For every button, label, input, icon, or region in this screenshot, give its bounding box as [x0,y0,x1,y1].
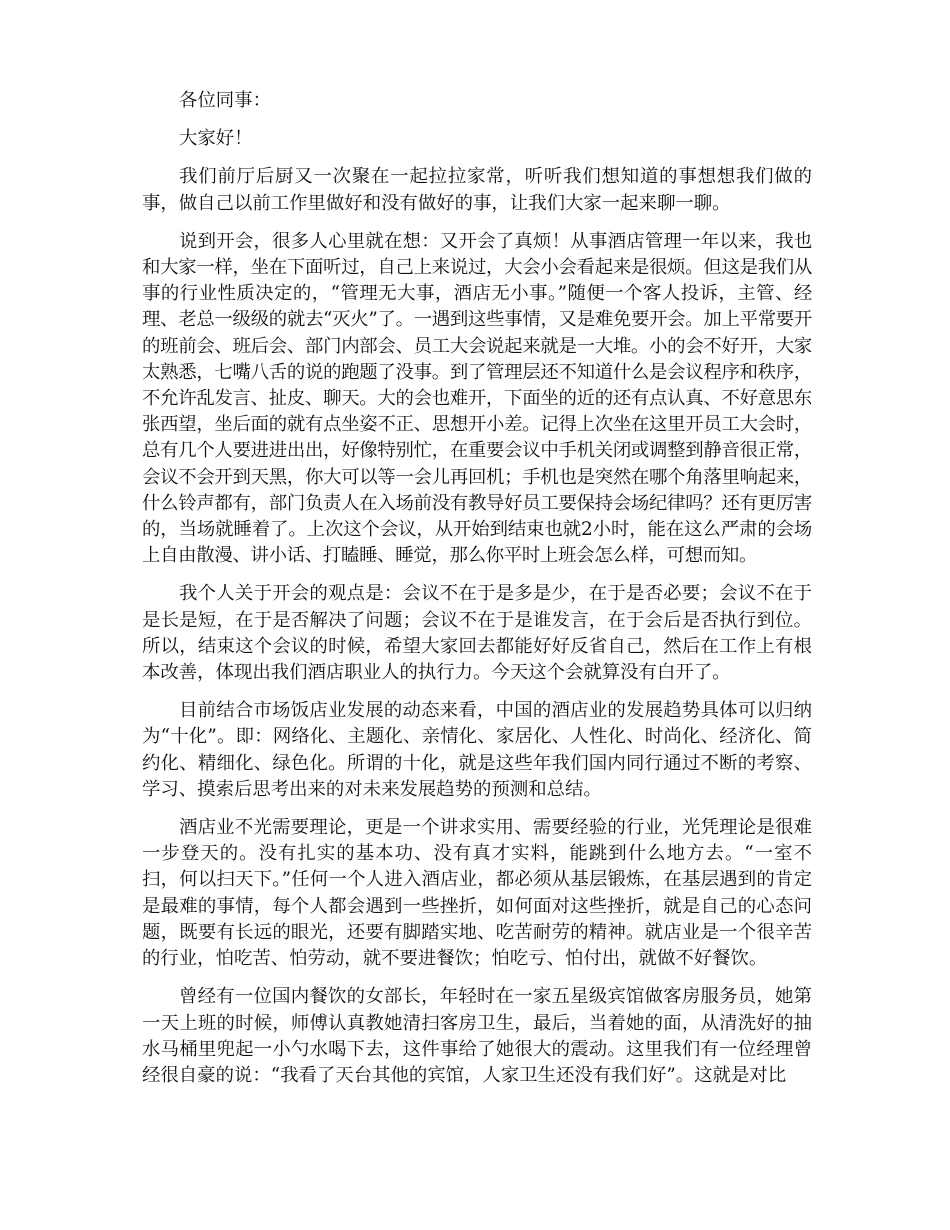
paragraph-meetings: 说到开会，很多人心里就在想：又开会了真烦！从事酒店管理一年以来，我也和大家一样，坐在下面听过，自己上来说过，大会小会看起来是很烦。但这是我们从事的行业性质决定的，“管理无大事，酒店无小事。”随便一个客人投诉，主管、经理、老总一级级的就去“灭火”了。一遇到这些事情，又是难免要开会。加上平常要开的班前会、班后会、部门内部会、员工大会说起来就是一大堆。小的会不好开，大家太熟悉，七嘴八舌的说的跑题了没事。到了管理层还不知道什么是会议程序和秩序，不允许乱发言、扯皮、聊天。大的会也难开，下面坐的近的还有点认真、不好意思东张西望，坐后面的就有点坐姿不正、思想开小差。记得上次坐在这里开员工大会时，总有几个人要进进出出，好像特别忙，在重要会议中手机关闭或调整到静音很正常，会议不会开到天黑，你大可以等一会儿再回机；手机也是突然在哪个角落里响起来，什么铃声都有，部门负责人在入场前没有教导好员工要保持会场纪律吗？还有更厉害的，当场就睡着了。上次这个会议，从开始到结束也就2小时，能在这么严肃的会场上自由散漫、讲小话、打瞌睡、睡觉，那么你平时上班会怎么样，可想而知。 [142,230,812,567]
document-body [142,88,812,1101]
greeting: 大家好！ [179,128,253,150]
paragraph-industry-trends: 目前结合市场饭店业发展的动态来看，中国的酒店业的发展趋势具体可以归纳为“十化”。即：网络化、主题化、亲情化、家居化、人性化、时尚化、经济化、简约化、精细化、绿色化。所谓的十化，就是这些年我们国内同行通过不断的考察、学习、摸索后思考出来的对未来发展趋势的预测和总结。 [142,700,812,800]
paragraph-meeting-views: 我个人关于开会的观点是：会议不在于是多是少，在于是否必要；会议不在于是长是短，在于是否解决了问题；会议不在于是谁发言，在于会后是否执行到位。所以，结束这个会议的时候，希望大家回去都能好好反省自己，然后在工作上有根本改善，体现出我们酒店职业人的执行力。今天这个会就算没有白开了。 [142,583,812,684]
paragraph-intro: 我们前厅后厨又一次聚在一起拉拉家常，听听我们想知道的事想想我们做的事，做自己以前工作里做好和没有做好的事，让我们大家一起来聊一聊。 [142,166,812,214]
salutation: 各位同事： [179,90,271,111]
paragraph-practice: 酒店业不光需要理论，更是一个讲求实用、需要经验的行业，光凭理论是很难一步登天的。没有扎实的基本功、没有真才实料，能跳到什么地方去。“一室不扫，何以扫天下。”任何一个人进入酒店业，都必须从基层锻炼，在基层遇到的肯定是最难的事情，每个人都会遇到一些挫折，如何面对这些挫折，就是自己的心态问题，既要有长远的眼光，还要有脚踏实地、吃苦耐劳的精神。就店业是一个很辛苦的行业，怕吃苦、怕劳动，就不要进餐饮；怕吃亏、怕付出，就做不好餐饮。 [142,817,812,970]
paragraph-story: 曾经有一位国内餐饮的女部长，年轻时在一家五星级宾馆做客房服务员，她第一天上班的时候，师傅认真教她清扫客房卫生，最后，当着她的面，从清洗好的抽水马桶里兜起一小勺水喝下去，这件事给了她很大的震动。这里我们有一位经理曾经很自豪的说：“我看了天台其他的宾馆，人家卫生还没有我们好”。这就是对比 [142,986,812,1086]
